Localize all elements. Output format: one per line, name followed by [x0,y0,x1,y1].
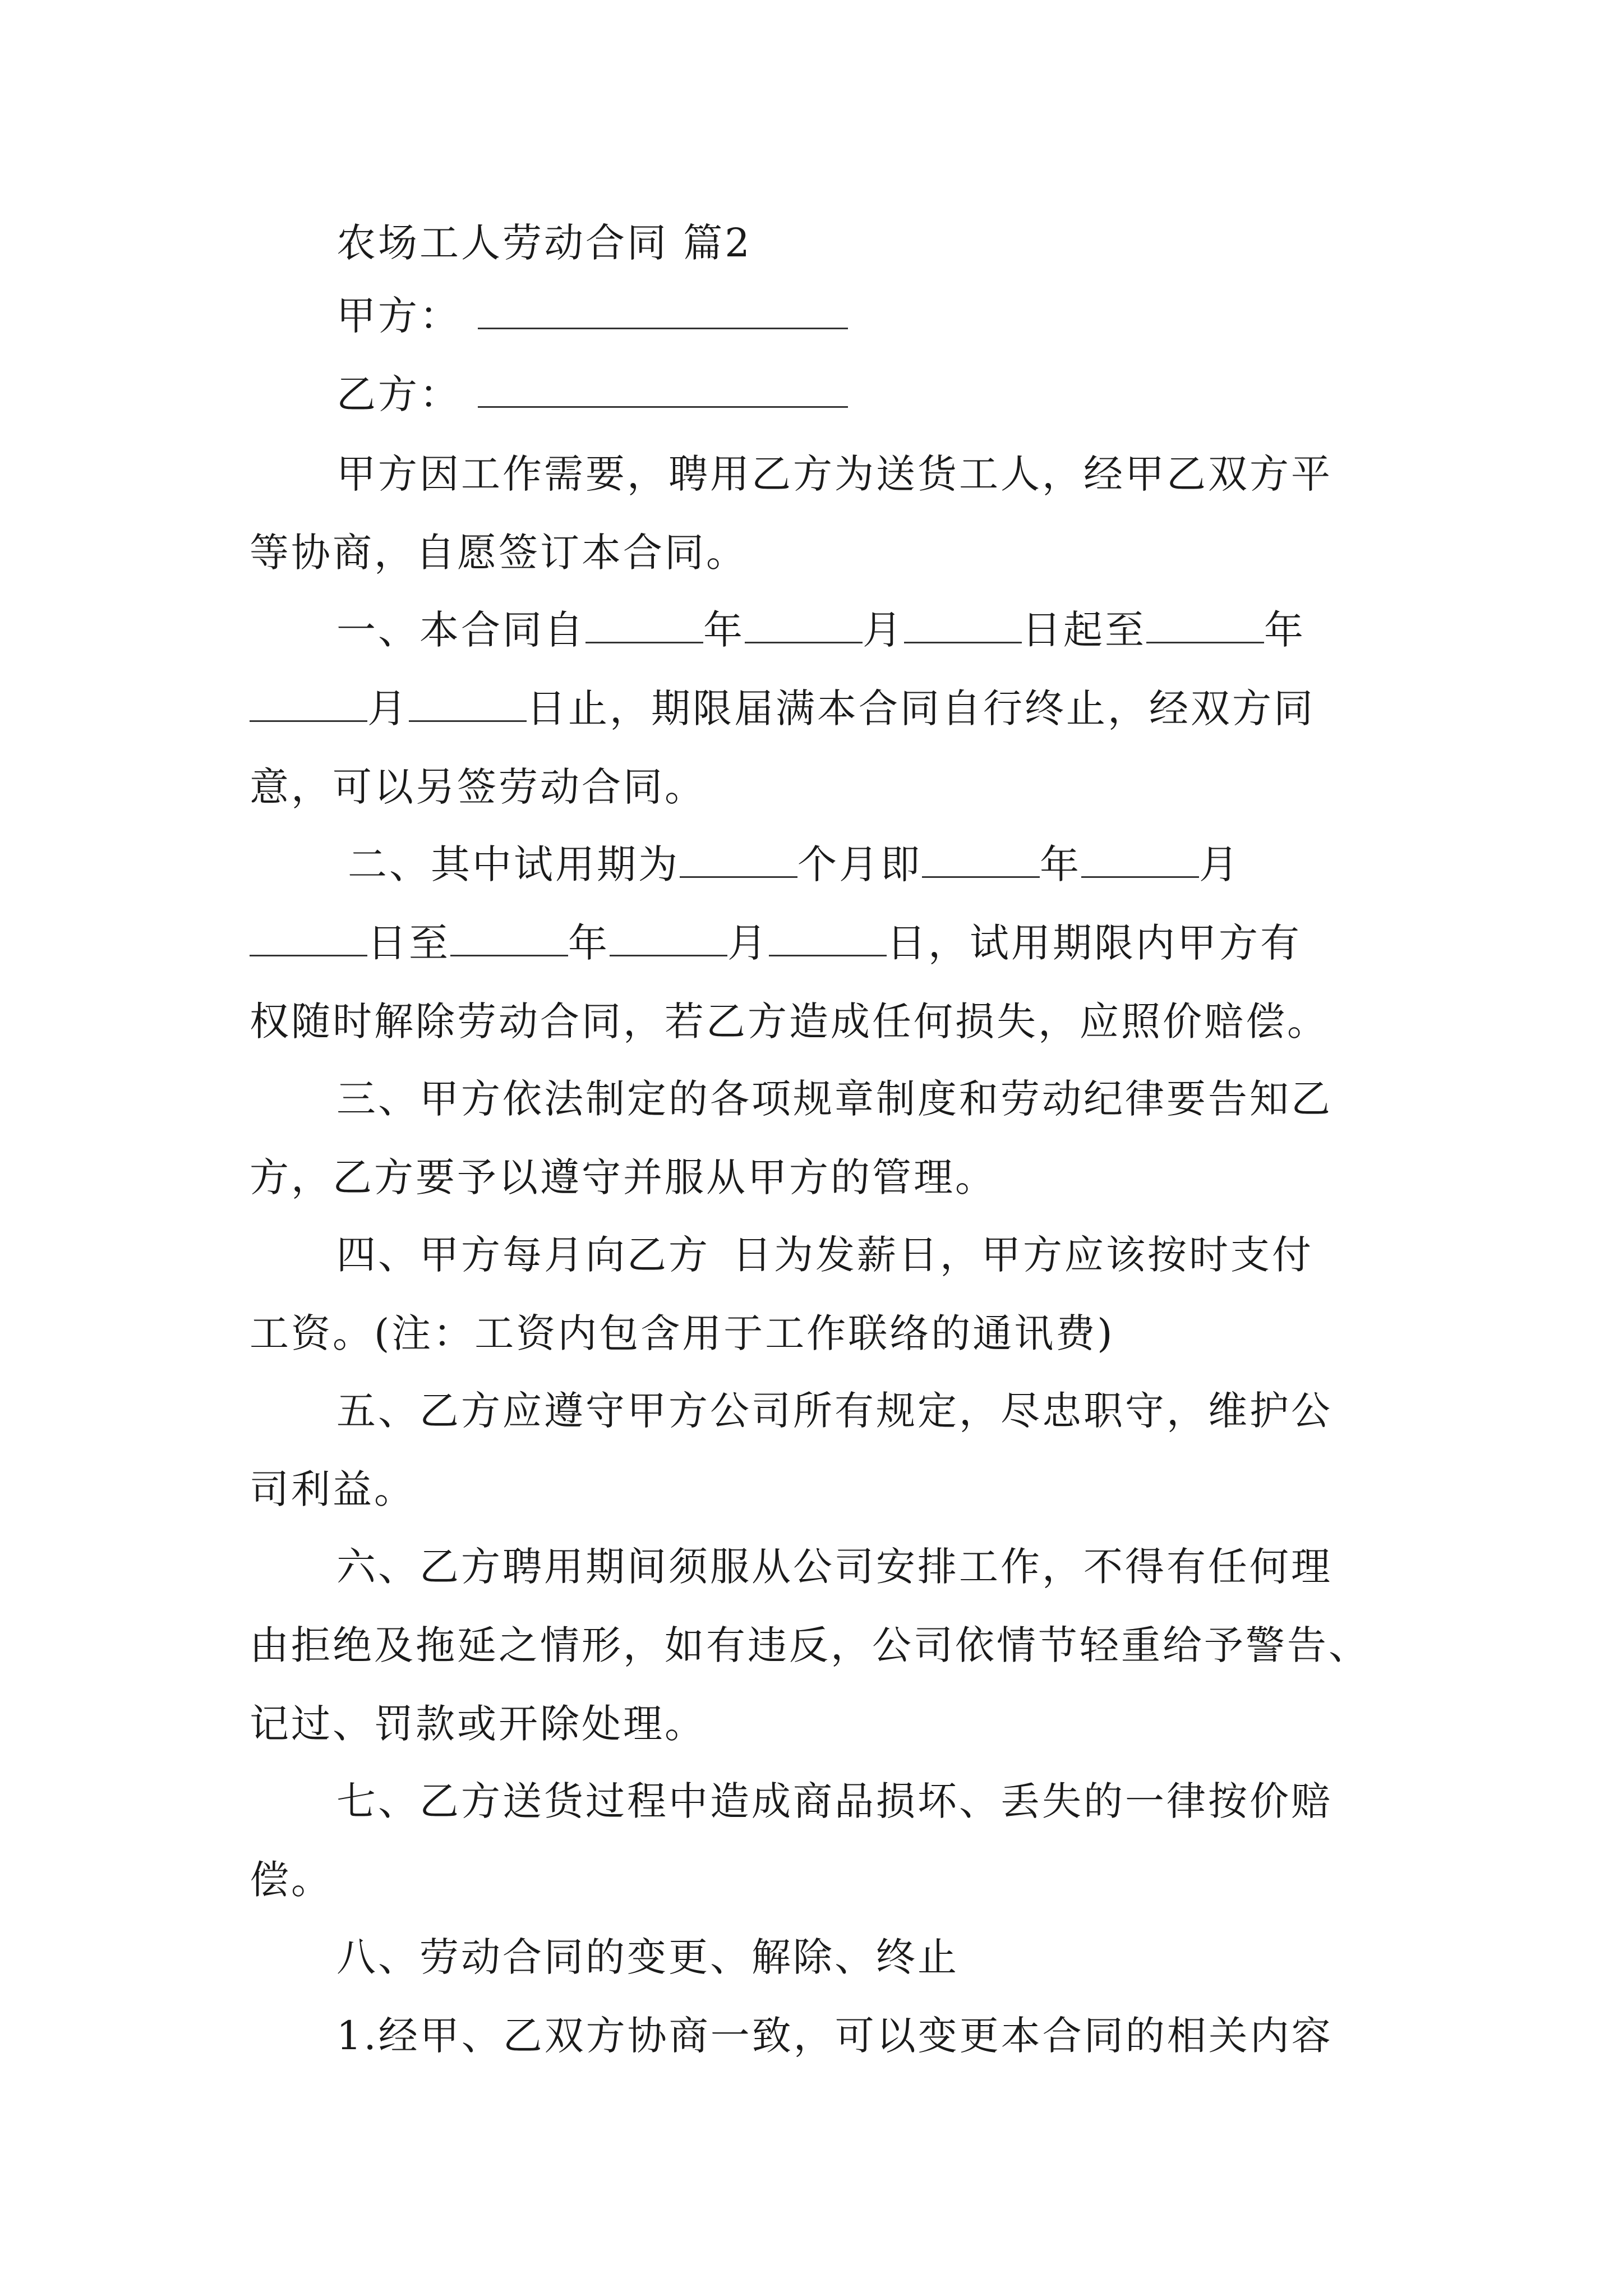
blank-trial-months[interactable] [680,841,797,878]
blank-trial-month-end[interactable] [610,920,727,956]
clause-2-text: 二、其中试用期为 [348,841,680,887]
clause-1-line-2 [250,683,1315,734]
month-label: 月 [727,920,769,966]
day-end-label: 日，试用期限内甲方有 [887,920,1302,966]
party-a-label: 甲方： [336,293,461,339]
clause-8-heading: 八、劳动合同的变更、解除、终止 [336,1934,959,1980]
month-label: 月 [863,607,904,653]
day-to-label: 日止，期限届满本合同自行终止，经双方同 [527,685,1315,731]
clause-2-line-2 [250,918,1302,968]
clause-7-line-1: 七、乙方送货过程中造成商品损坏、丢失的一律按价赔 [336,1778,1332,1824]
clause-6-line-1: 六、乙方聘用期间须服从公司安排工作，不得有任何理 [336,1544,1332,1590]
page-title: 农场工人劳动合同 篇2 [336,220,752,266]
year-label: 年 [1040,841,1081,887]
clause-1-text: 一、本合同自 [336,607,585,653]
blank-year-start[interactable] [585,607,703,643]
intro-line-1: 甲方因工作需要，聘用乙方为送货工人，经甲乙双方平 [336,451,1332,497]
clause-4-line-2: 工资。(注：工资内包含用于工作联络的通讯费) [250,1310,1115,1356]
party-a-blank[interactable] [478,293,848,329]
clause-1-line-3: 意，可以另签劳动合同。 [250,764,706,810]
clause-4-text-2: 日为发薪日，甲方应该按时支付 [732,1232,1313,1278]
party-b-blank[interactable] [478,371,848,408]
year-label: 年 [568,920,610,966]
blank-day-end[interactable] [409,685,527,722]
blank-trial-year-end[interactable] [450,920,568,956]
clause-8-item-1: 1.经甲、乙双方协商一致，可以变更本合同的相关内容 [336,2013,1333,2059]
blank-month-end[interactable] [250,685,367,722]
month-label: 月 [1199,841,1241,887]
clause-4-line-1 [336,1230,1313,1280]
blank-day-start[interactable] [904,607,1022,643]
clause-2-line-1 [348,839,1241,890]
clause-2-line-3: 权随时解除劳动合同，若乙方造成任何损失，应照价赔偿。 [250,999,1329,1045]
party-a-line [336,291,848,341]
blank-trial-day-start[interactable] [250,920,367,956]
party-b-line [336,369,848,420]
blank-trial-day-end[interactable] [769,920,887,956]
clause-6-line-3: 记过、罚款或开除处理。 [250,1701,706,1747]
blank-month-start[interactable] [745,607,863,643]
clause-3-line-2: 方，乙方要予以遵守并服从甲方的管理。 [250,1154,997,1200]
blank-year-end[interactable] [1146,607,1264,643]
clause-6-line-2: 由拒绝及拖延之情形，如有违反，公司依情节轻重给予警告、 [250,1622,1370,1668]
month-label: 月 [367,685,409,731]
party-b-label: 乙方： [336,371,461,417]
blank-trial-month-start[interactable] [1081,841,1199,878]
day-from-label: 日起至 [1022,607,1146,653]
year-label: 年 [703,607,745,653]
clause-4-text: 四、甲方每月向乙方 [336,1232,710,1278]
clause-1-line-1 [336,605,1306,655]
blank-trial-year-start[interactable] [922,841,1040,878]
clause-5-line-1: 五、乙方应遵守甲方公司所有规定，尽忠职守，维护公 [336,1388,1332,1434]
clause-5-line-2: 司利益。 [250,1466,416,1512]
day-to-label: 日至 [367,920,450,966]
year-label: 年 [1264,607,1306,653]
months-unit-label: 个月即 [797,841,922,887]
clause-7-line-2: 偿。 [250,1857,333,1903]
intro-line-2: 等协商，自愿签订本合同。 [250,530,748,576]
clause-3-line-1: 三、甲方依法制定的各项规章制度和劳动纪律要告知乙 [336,1076,1332,1122]
